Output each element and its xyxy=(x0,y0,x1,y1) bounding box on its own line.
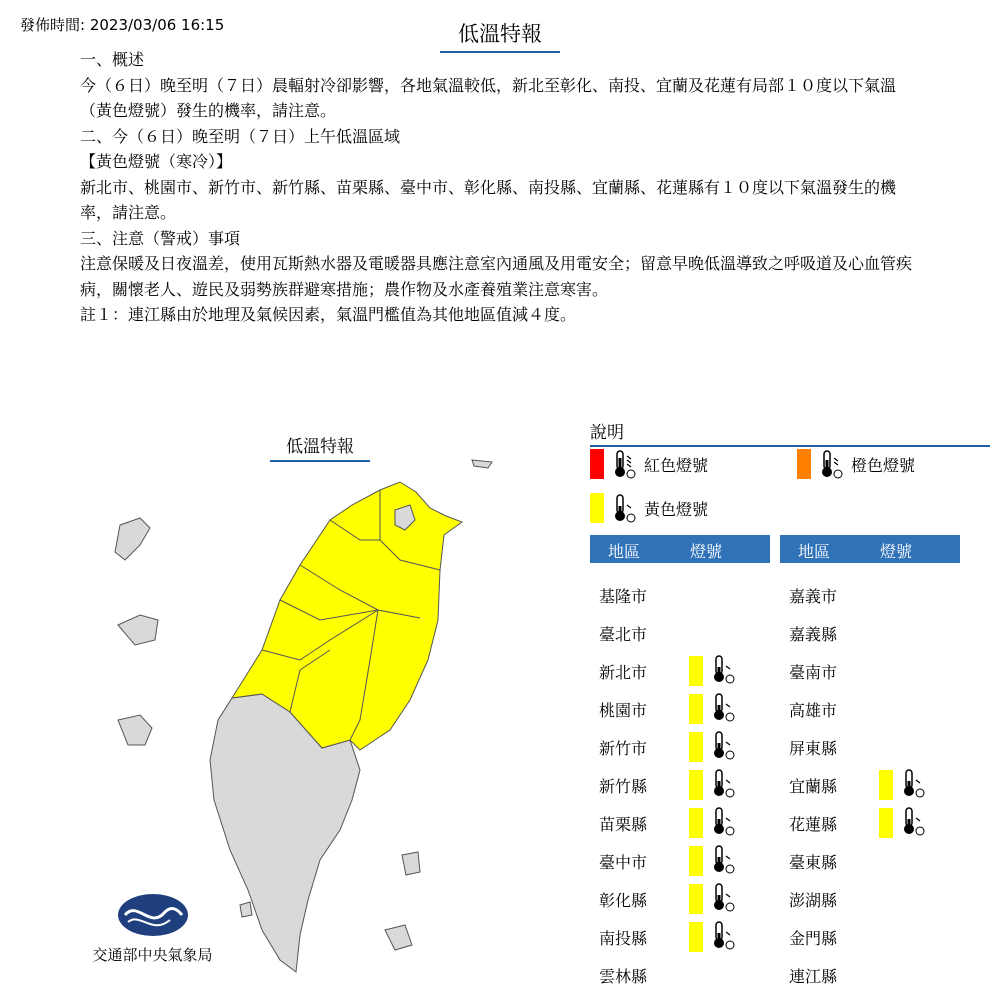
table-row xyxy=(789,880,879,918)
section-3-text: 注意保暖及日夜溫差，使用瓦斯熱水器及電暖器具應注意室內通風及用電安全；留意早晚低溫導致之呼吸道及心血管疾病，關懷老人、遊民及弱勢族群避寒措施；農作物及水產養殖業注意寒害。 xyxy=(80,254,913,299)
yellow-signal-heading: 【黃色燈號（寒冷）】 xyxy=(80,152,233,171)
table-row xyxy=(789,690,879,728)
region-name: 澎湖縣 xyxy=(789,890,838,910)
penghu-island xyxy=(115,518,150,560)
region-name: 臺中市 xyxy=(599,852,648,872)
thermometer-yellow-icon xyxy=(708,729,738,761)
section-1-text: 今（６日）晚至明（７日）晨輻射冷卻影響，各地氣溫較低，新北至彰化、南投、宜蘭及花蓮有局部１０度以下氣溫（黃色燈號）發生的機率，請注意。 xyxy=(80,75,897,120)
signal-icon-wrap xyxy=(708,805,738,841)
legend-red-label: 紅色燈號 xyxy=(644,455,709,475)
region-name: 桃園市 xyxy=(599,700,648,720)
pengjia-islet xyxy=(472,460,492,468)
region-name: 宜蘭縣 xyxy=(789,776,838,796)
legend-title: 說明 xyxy=(590,418,990,447)
table-row xyxy=(789,652,879,690)
agency-name: 交通部中央氣象局 xyxy=(92,946,213,964)
table-row xyxy=(599,804,738,842)
legend-yellow-label: 黃色燈號 xyxy=(644,499,709,519)
yellow-signal-bar xyxy=(879,770,893,800)
table-row xyxy=(789,576,879,614)
legend-yellow xyxy=(590,492,708,524)
page-title: 低溫特報 xyxy=(440,18,560,53)
legend-orange-label: 橙色燈號 xyxy=(851,455,916,475)
section-1-heading: 一、概述 xyxy=(80,50,145,69)
note-1: 註１：連江縣由於地理及氣候因素，氣溫門檻值為其他地區值減４度。 xyxy=(80,305,577,324)
table-row xyxy=(599,766,738,804)
liuqiu-island xyxy=(240,902,252,917)
thermometer-yellow-icon xyxy=(708,919,738,951)
table-row xyxy=(789,956,879,994)
region-name: 屏東縣 xyxy=(789,738,838,758)
signal-icon-wrap xyxy=(898,805,928,841)
table-row xyxy=(599,842,738,880)
thermometer-yellow-icon xyxy=(708,805,738,837)
header-region: 地區 xyxy=(798,542,831,561)
yellow-signal-bar xyxy=(689,770,703,800)
region-name: 高雄市 xyxy=(789,700,838,720)
table-row xyxy=(599,614,689,652)
legend-red xyxy=(590,448,708,480)
yellow-signal-bar xyxy=(689,922,703,952)
yellow-signal-bar xyxy=(689,732,703,762)
section-2-heading: 二、今（６日）晚至明（７日）上午低溫區域 xyxy=(80,126,401,146)
signal-icon-wrap xyxy=(708,767,738,803)
region-name: 花蓮縣 xyxy=(789,814,838,834)
map-title: 低溫特報 xyxy=(270,432,370,462)
table-row xyxy=(599,918,738,956)
yellow-signal-bar xyxy=(689,808,703,838)
legend-orange xyxy=(797,448,915,480)
thermometer-yellow-icon xyxy=(708,881,738,913)
region-name: 新北市 xyxy=(599,662,648,682)
region-name: 嘉義縣 xyxy=(789,624,838,644)
region-name: 臺南市 xyxy=(789,662,838,682)
thermometer-yellow-icon xyxy=(708,691,738,723)
yellow-signal-bar xyxy=(879,808,893,838)
region-name: 南投縣 xyxy=(599,928,648,948)
signal-icon-wrap xyxy=(708,881,738,917)
yellow-swatch xyxy=(590,493,604,523)
table-row xyxy=(789,766,928,804)
section-3-heading: 三、注意（警戒）事項 xyxy=(80,228,241,248)
orchid-island xyxy=(385,925,412,950)
yellow-signal-bar xyxy=(689,884,703,914)
thermometer-yellow-icon xyxy=(708,653,738,685)
table-row xyxy=(599,880,738,918)
region-name: 彰化縣 xyxy=(599,890,648,910)
kinmen-island xyxy=(118,615,158,645)
table-row xyxy=(599,956,689,994)
region-name: 雲林縣 xyxy=(599,966,648,986)
yellow-signal-bar xyxy=(689,846,703,876)
table-row xyxy=(599,576,689,614)
thermometer-yellow-icon xyxy=(898,767,928,799)
advisory-text xyxy=(80,47,920,328)
thermometer-orange-icon xyxy=(816,448,846,480)
table-header-right xyxy=(780,535,960,563)
table-row xyxy=(789,918,879,956)
region-name: 基隆市 xyxy=(599,586,648,606)
region-name: 金門縣 xyxy=(789,928,838,948)
signal-icon-wrap xyxy=(898,767,928,803)
header-signal: 燈號 xyxy=(880,542,913,561)
region-name: 連江縣 xyxy=(789,966,838,986)
region-name: 臺東縣 xyxy=(789,852,838,872)
signal-icon-wrap xyxy=(708,919,738,955)
signal-icon-wrap xyxy=(708,843,738,879)
thermometer-red-icon xyxy=(609,448,639,480)
header-signal: 燈號 xyxy=(690,542,723,561)
table-row xyxy=(599,728,738,766)
header-region: 地區 xyxy=(608,542,641,561)
taiwan-map xyxy=(90,430,510,990)
region-name: 苗栗縣 xyxy=(599,814,648,834)
yellow-signal-bar xyxy=(689,694,703,724)
green-island xyxy=(402,852,420,875)
table-header-left xyxy=(590,535,770,563)
region-name: 新竹市 xyxy=(599,738,648,758)
region-name: 嘉義市 xyxy=(789,586,838,606)
signal-icon-wrap xyxy=(708,653,738,689)
signal-icon-wrap xyxy=(708,691,738,727)
table-row xyxy=(599,690,738,728)
table-row xyxy=(789,804,928,842)
thermometer-yellow-icon xyxy=(609,492,639,524)
red-swatch xyxy=(590,449,604,479)
table-row xyxy=(789,728,879,766)
table-row xyxy=(789,842,879,880)
thermometer-yellow-icon xyxy=(708,843,738,875)
table-row xyxy=(789,614,879,652)
signal-icon-wrap xyxy=(708,729,738,765)
region-name: 臺北市 xyxy=(599,624,648,644)
region-name: 新竹縣 xyxy=(599,776,648,796)
table-row xyxy=(599,652,738,690)
matsu-island xyxy=(118,715,152,745)
yellow-signal-bar xyxy=(689,656,703,686)
thermometer-yellow-icon xyxy=(708,767,738,799)
cwb-logo-icon xyxy=(118,894,188,936)
orange-swatch xyxy=(797,449,811,479)
thermometer-yellow-icon xyxy=(898,805,928,837)
section-2-text: 新北市、桃園市、新竹市、新竹縣、苗栗縣、臺中市、彰化縣、南投縣、宜蘭縣、花蓮縣有１０度以下氣溫發生的機率，請注意。 xyxy=(80,177,897,222)
issue-time: 發佈時間: 2023/03/06 16:15 xyxy=(20,16,225,34)
